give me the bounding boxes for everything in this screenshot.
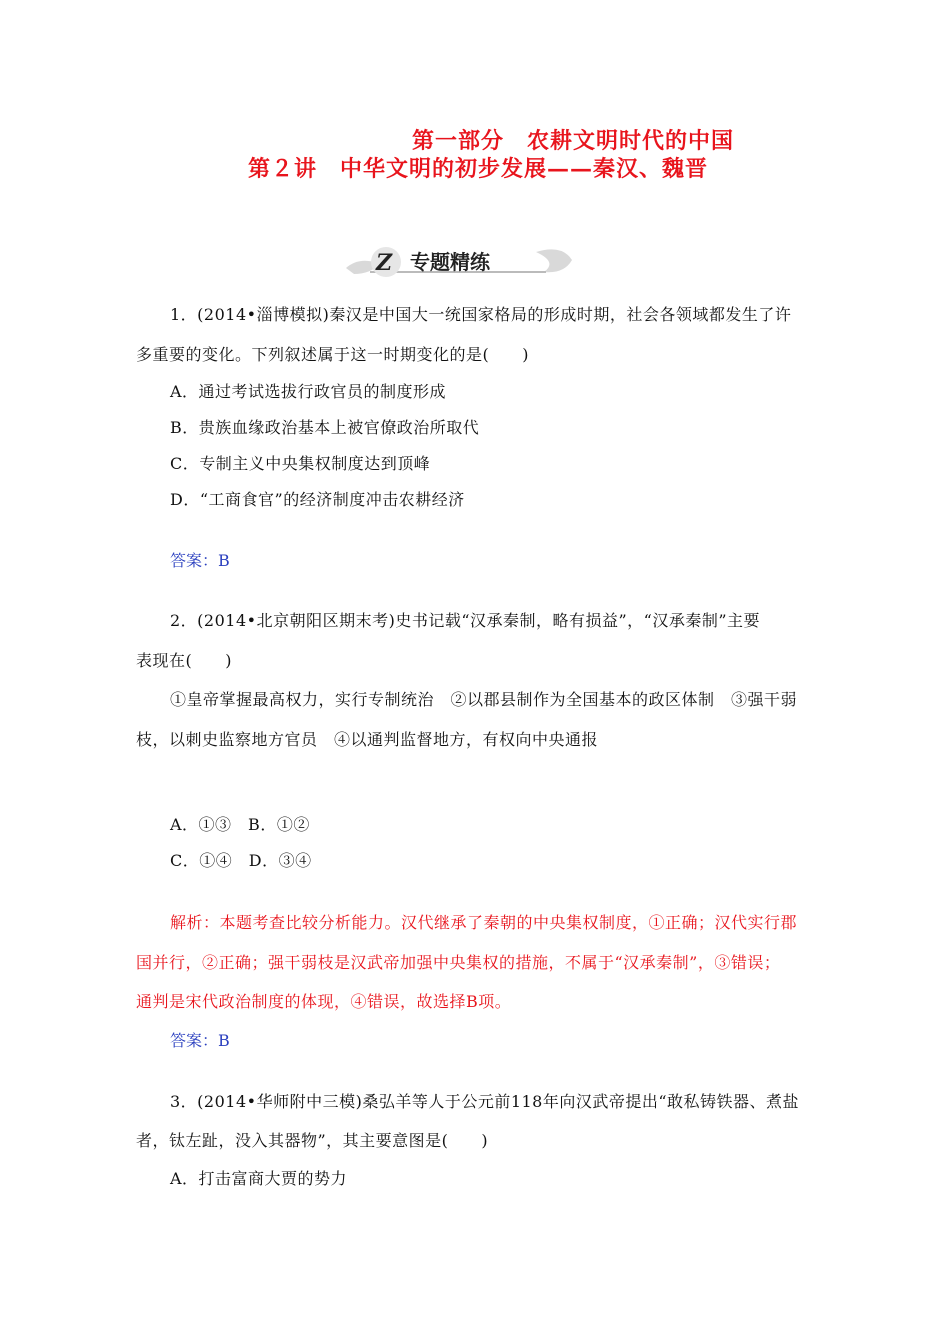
part-title: 第一部分 农耕文明时代的中国 xyxy=(412,128,735,154)
lecture-title: 第２讲 中华文明的初步发展——秦汉、魏晋 xyxy=(248,156,709,182)
q2-items-line-1: ①皇帝掌握最高权力，实行专制统治 ②以郡县制作为全国基本的政区体制 ③强干弱 xyxy=(170,690,798,709)
q1-stem-line-1: 1．(2014•淄博模拟)秦汉是中国大一统国家格局的形成时期，社会各领域都发生了许 xyxy=(170,305,792,324)
banner-text: 专题精练 xyxy=(410,250,490,274)
q2-options-line-2: C．①④ D．③④ xyxy=(170,851,312,870)
q2-items-line-2: 枝，以刺史监察地方官员 ④以通判监督地方，有权向中央通报 xyxy=(136,730,599,749)
q1-answer: 答案：B xyxy=(170,551,230,570)
q2-analysis-line-2: 国并行，②正确；强干弱枝是汉武帝加强中央集权的措施，不属于“汉承秦制”，③错误； xyxy=(136,953,781,972)
banner-letter: Z xyxy=(376,250,393,276)
q2-answer: 答案：B xyxy=(170,1031,230,1050)
q2-stem-line-1: 2．(2014•北京朝阳区期末考)史书记载“汉承秦制，略有损益”，“汉承秦制”主要 xyxy=(170,611,761,630)
q2-analysis-line-3: 通判是宋代政治制度的体现，④错误，故选择B项。 xyxy=(136,992,512,1011)
section-banner xyxy=(340,238,576,284)
q2-stem-line-2: 表现在( ) xyxy=(136,651,232,670)
q1-option-a: A．通过考试选拔行政官员的制度形成 xyxy=(170,382,447,401)
q2-options-line-1: A．①③ B．①② xyxy=(170,815,310,834)
q3-stem-line-2: 者，钛左趾，没入其器物”，其主要意图是( ) xyxy=(136,1131,489,1150)
q1-option-c: C．专制主义中央集权制度达到顶峰 xyxy=(170,454,431,473)
q2-analysis-line-1: 解析：本题考查比较分析能力。汉代继承了秦朝的中央集权制度，①正确；汉代实行郡 xyxy=(170,913,798,932)
q3-option-a: A．打击富商大贾的势力 xyxy=(170,1169,348,1188)
q1-option-b: B．贵族血缘政治基本上被官僚政治所取代 xyxy=(170,418,480,437)
q3-stem-line-1: 3．(2014•华师附中三模)桑弘羊等人于公元前118年向汉武帝提出“敢私铸铁器、煮盐 xyxy=(170,1092,800,1111)
q1-option-d: D．“工商食官”的经济制度冲击农耕经济 xyxy=(170,490,465,509)
q1-stem-line-2: 多重要的变化。下列叙述属于这一时期变化的是( ) xyxy=(136,345,529,364)
